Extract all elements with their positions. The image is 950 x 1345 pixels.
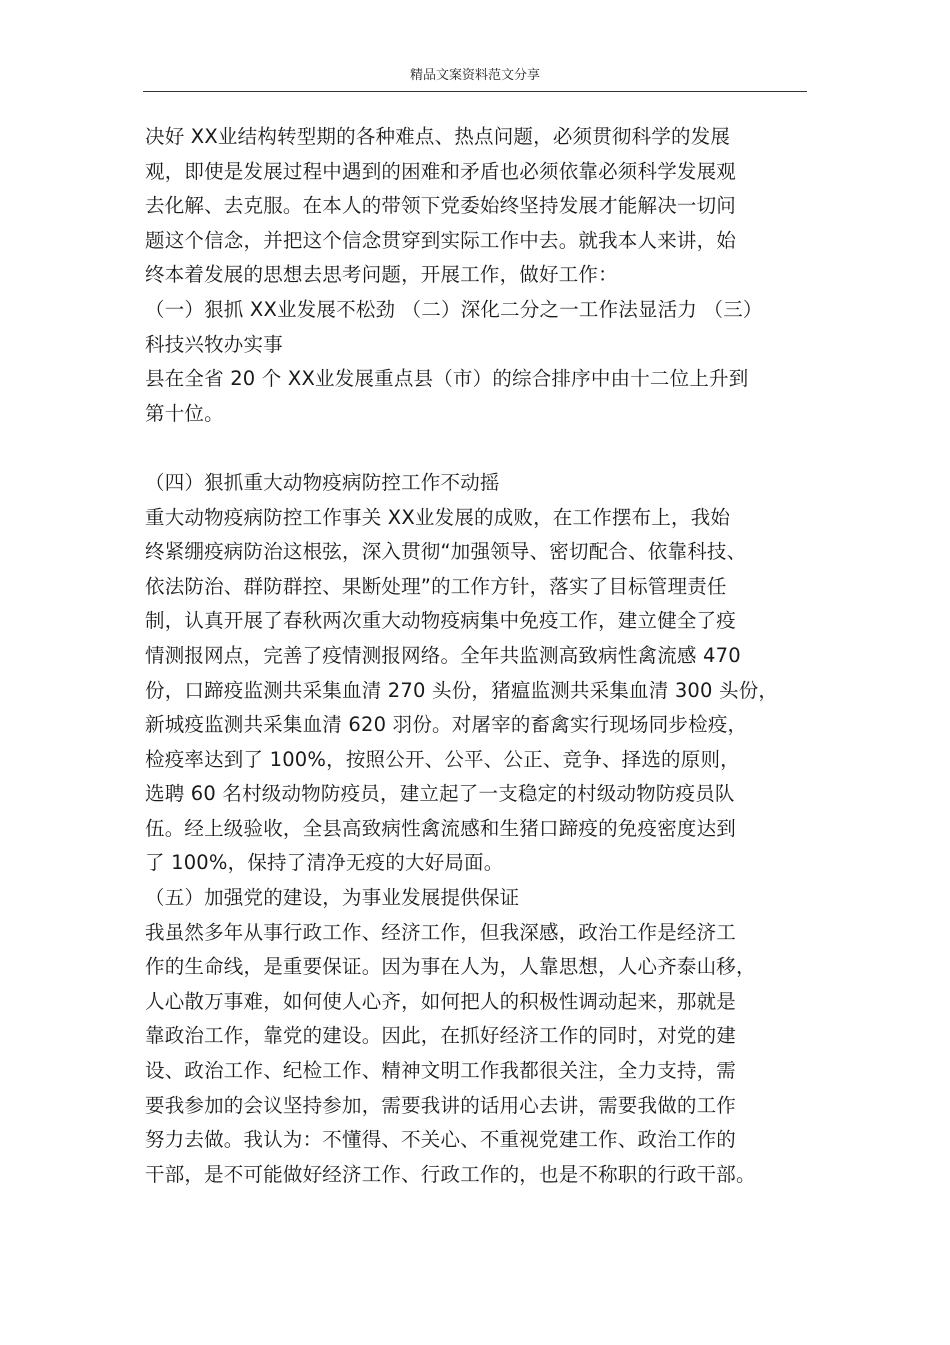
body-text-line: 要我参加的会议坚持参加，需要我讲的话用心去讲，需要我做的工作: [145, 1093, 737, 1117]
body-text-line: 选聘 60 名村级动物防疫员，建立起了一支稳定的村级动物防疫员队: [145, 782, 735, 806]
page-header-title: 精品文案资料范文分享: [409, 68, 540, 83]
body-text-line: 去化解、去克服。在本人的带领下党委始终坚持发展才能解决一切问: [145, 194, 737, 218]
body-text-line: 人心散万事难，如何使人心齐，如何把人的积极性调动起来，那就是: [145, 989, 737, 1013]
body-text-line: 设、政治工作、纪检工作、精神文明工作我都很关注，全力支持，需: [145, 1059, 737, 1083]
body-text-line: 努力去做。我认为：不懂得、不关心、不重视党建工作、政治工作的: [145, 1128, 737, 1152]
body-text-line: 依法防治、群防群控、果断处理”的工作方针，落实了目标管理责任: [145, 574, 727, 598]
header-divider: [143, 91, 807, 92]
body-text-line: 题这个信念，并把这个信念贯穿到实际工作中去。就我本人来讲，始: [145, 228, 737, 252]
body-text-line: （四）狠抓重大动物疫病防控工作不动摇: [145, 470, 500, 494]
body-text-line: 重大动物疫病防控工作事关 XX业发展的成败，在工作摆布上，我始: [145, 505, 731, 529]
body-text-line: 观，即使是发展过程中遇到的困难和矛盾也必须依靠必须科学发展观: [145, 159, 737, 183]
body-text-line: 科技兴牧办实事: [145, 332, 283, 356]
body-text-line: 靠政治工作，靠党的建设。因此，在抓好经济工作的同时，对党的建: [145, 1024, 737, 1048]
body-text-line: 新城疫监测共采集血清 620 羽份。对屠宰的畜禽实行现场同步检疫，: [145, 713, 748, 737]
body-text-line: 伍。经上级验收，全县高致病性禽流感和生猪口蹄疫的免疫密度达到: [145, 816, 737, 840]
body-text-line: 检疫率达到了 100%，按照公开、公平、公正、竞争、择选的原则，: [145, 747, 740, 771]
body-text-line: 决好 XX业结构转型期的各种难点、热点问题，必须贯彻科学的发展: [145, 125, 731, 148]
body-text-line: 我虽然多年从事行政工作、经济工作，但我深感，政治工作是经济工: [145, 920, 737, 944]
body-text-line: 份，口蹄疫监测共采集血清 270 头份，猪瘟监测共采集血清 300 头份，: [145, 678, 779, 702]
body-text-line: （五）加强党的建设，为事业发展提供保证: [145, 886, 520, 910]
document-body: [145, 120, 825, 1192]
body-text-line: 终本着发展的思想去思考问题，开展工作，做好工作：: [145, 263, 618, 287]
body-text-line: 干部，是不可能做好经济工作、行政工作的，也是不称职的行政干部。: [145, 1162, 756, 1186]
body-text-line: 终紧绷疫病防治这根弦，深入贯彻“加强领导、密切配合、依靠科技、: [145, 540, 747, 564]
body-text-line: 作的生命线，是重要保证。因为事在人为，人靠思想，人心齐泰山移，: [145, 955, 756, 979]
body-text-line: 制，认真开展了春秋两次重大动物疫病集中免疫工作，建立健全了疫: [145, 609, 737, 633]
body-text-line: 了 100%，保持了清净无疫的大好局面。: [145, 851, 504, 875]
body-text-line: 县在全省 20 个 XX业发展重点县（市）的综合排序中由十二位上升到: [145, 367, 749, 391]
body-text-line: 情测报网点，完善了疫情测报网络。全年共监测高致病性禽流感 470: [145, 643, 741, 667]
blank-line: [145, 431, 825, 466]
body-text-line: （一）狠抓 XX业发展不松劲 （二）深化二分之一工作法显活力 （三）: [145, 297, 763, 321]
body-text-line: 第十位。: [145, 401, 224, 425]
